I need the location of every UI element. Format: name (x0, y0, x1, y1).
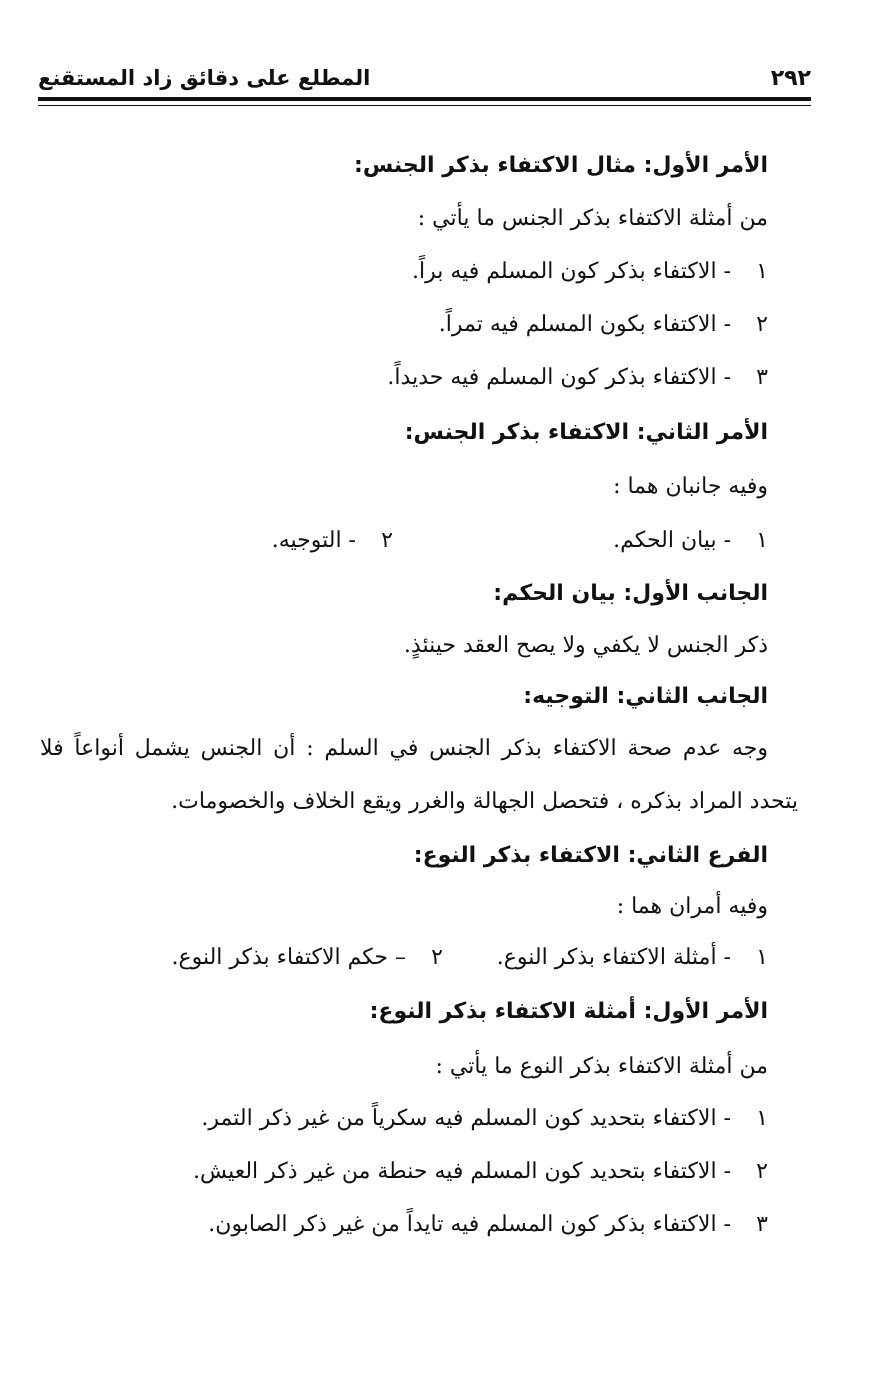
heading-second-branch: الفرع الثاني: الاكتفاء بذكر النوع: (413, 843, 768, 868)
aspect-item (272, 525, 393, 557)
list-number: ١ (756, 528, 768, 553)
header-rule-thick (38, 97, 811, 101)
book-title: المطلع على دقائق زاد المستقنع (38, 66, 371, 90)
list-number: ٣ (756, 1212, 768, 1237)
list-item-text: - الاكتفاء بذكر كون المسلم فيه تايداً من غير ذكر الصابون. (208, 1212, 731, 1237)
list-item (412, 256, 768, 288)
list-item-text: - الاكتفاء بكون المسلم فيه تمراً. (438, 312, 731, 337)
list-item-text: - الاكتفاء بتحديد كون المسلم فيه حنطة من غير ذكر العيش. (193, 1159, 731, 1184)
list-item (439, 309, 768, 341)
list-number: ٣ (756, 365, 768, 390)
list-item-text: - بيان الحكم. (613, 528, 731, 553)
list-number: ٢ (381, 528, 393, 553)
list-item-text: - الاكتفاء بتحديد كون المسلم فيه سكرياً من غير ذكر التمر. (201, 1106, 731, 1131)
list-item (387, 362, 768, 394)
heading-second-aspect: الجانب الثاني: التوجيه: (523, 684, 768, 709)
list-item (201, 1103, 768, 1135)
list-item (208, 1209, 768, 1241)
list-item-text: – حكم الاكتفاء بذكر النوع. (171, 945, 406, 970)
heading-second-matter: الأمر الثاني: الاكتفاء بذكر الجنس: (404, 420, 768, 445)
paragraph-line: وجه عدم صحة الاكتفاء بذكر الجنس في السلم : أن الجنس يشمل أنواعاً فلا (40, 736, 768, 761)
list-number: ١ (756, 1106, 768, 1131)
list-item-text: - الاكتفاء بذكر كون المسلم فيه براً. (411, 259, 731, 284)
list-number: ٢ (756, 312, 768, 337)
list-number: ٢ (431, 945, 443, 970)
paragraph: ذكر الجنس لا يكفي ولا يصح العقد حينئذٍ. (403, 633, 768, 658)
list-item (193, 1156, 768, 1188)
paragraph: وفيه أمران هما : (616, 894, 768, 919)
paragraph: من أمثلة الاكتفاء بذكر الجنس ما يأتي : (417, 206, 768, 231)
page-number: ٢٩٢ (770, 66, 811, 91)
list-item-text: - الاكتفاء بذكر كون المسلم فيه حديداً. (387, 365, 731, 390)
heading-examples-type: الأمر الأول: أمثلة الاكتفاء بذكر النوع: (369, 999, 768, 1024)
list-number: ١ (756, 259, 768, 284)
heading-first-matter: الأمر الأول: مثال الاكتفاء بذكر الجنس: (354, 153, 768, 178)
header-rule-thin (38, 105, 811, 106)
list-number: ٢ (756, 1159, 768, 1184)
running-header (38, 64, 811, 98)
paragraph: وفيه جانبان هما : (613, 474, 768, 499)
list-item-text: - أمثلة الاكتفاء بذكر النوع. (496, 945, 731, 970)
heading-first-aspect: الجانب الأول: بيان الحكم: (493, 581, 768, 606)
list-item-text: - التوجيه. (271, 528, 356, 553)
matter-item (497, 942, 768, 974)
paragraph: من أمثلة الاكتفاء بذكر النوع ما يأتي : (435, 1054, 768, 1079)
paragraph-line: يتحدد المراد بذكره ، فتحصل الجهالة والغرر ويقع الخلاف والخصومات. (171, 789, 798, 814)
list-number: ١ (756, 945, 768, 970)
aspect-item (613, 525, 768, 557)
matter-item (171, 942, 443, 974)
